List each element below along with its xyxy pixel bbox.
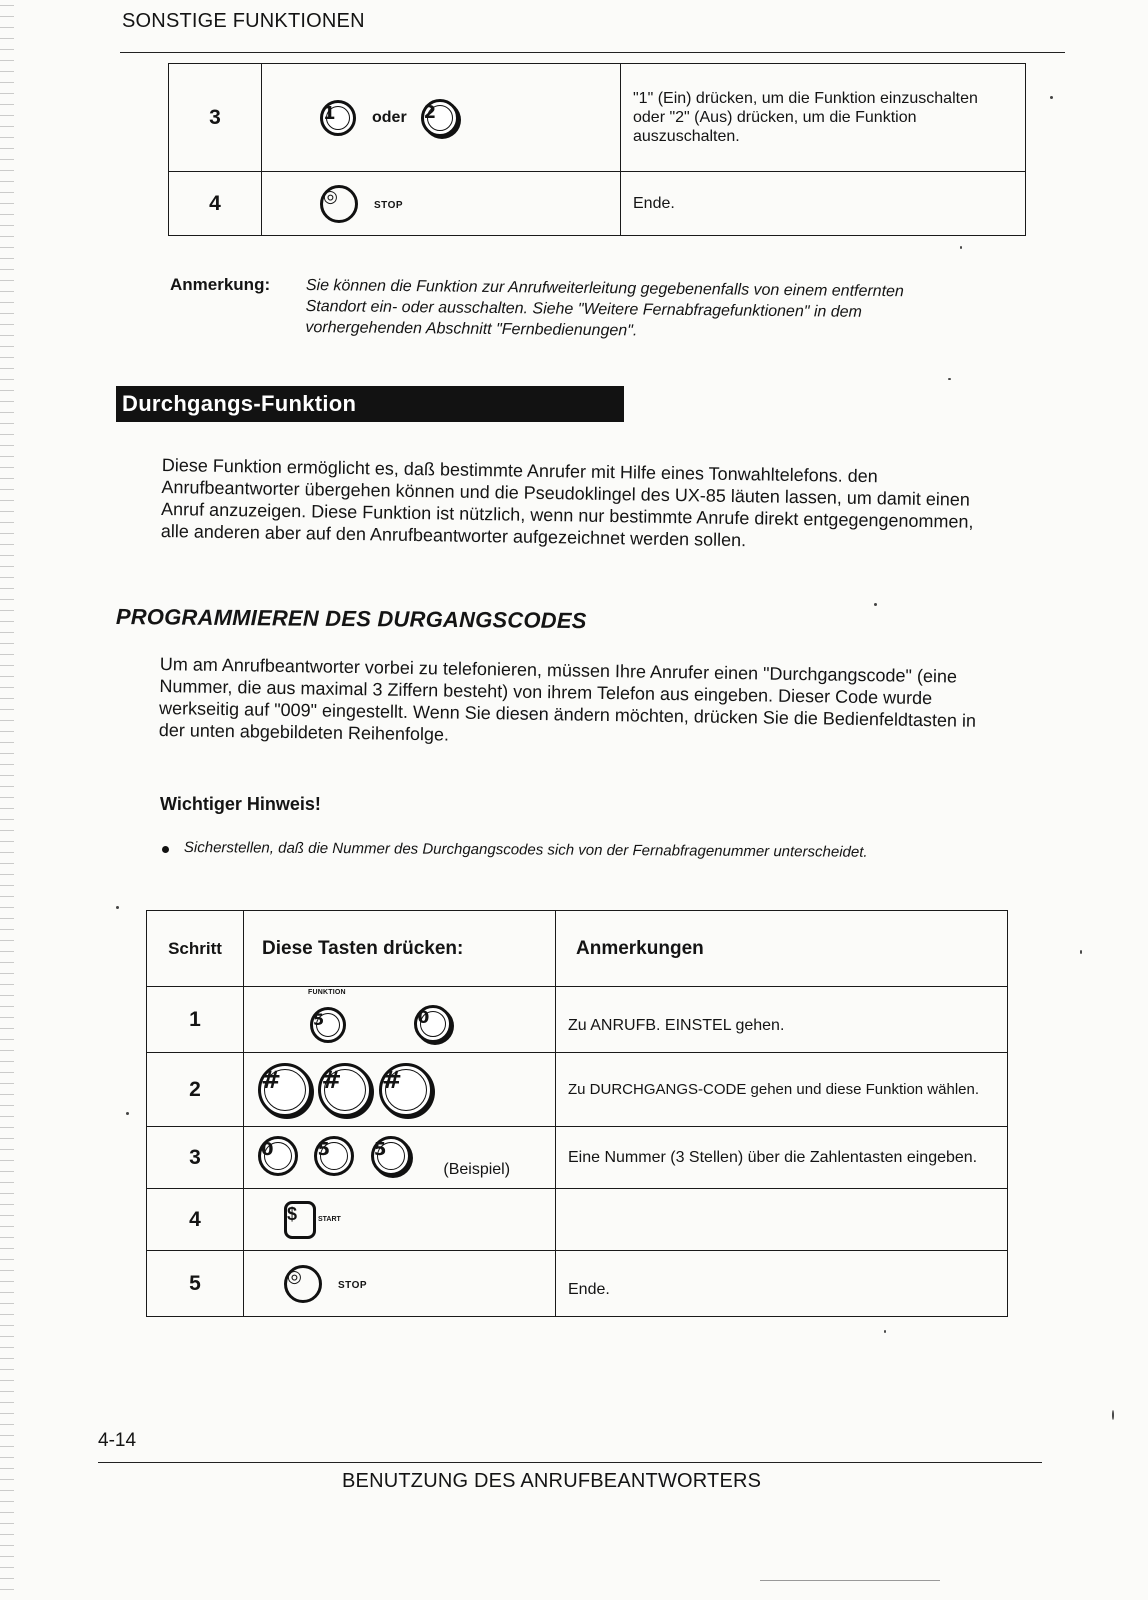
scan-speckle xyxy=(1080,950,1082,954)
step-number: 4 xyxy=(169,172,262,236)
scan-speckle xyxy=(1112,1410,1114,1420)
keys-cell xyxy=(244,1189,556,1251)
subsection-heading: PROGRAMMIEREN DES DURGANGSCODES xyxy=(115,604,587,634)
header-notes: Anmerkungen xyxy=(556,911,1008,987)
funktion-label: FUNKTION xyxy=(308,989,346,996)
hash-key-icon: # xyxy=(258,1063,312,1117)
key-five-icon: 5 xyxy=(310,1007,346,1043)
important-label: Wichtiger Hinweis! xyxy=(160,794,321,814)
start-icon: $ xyxy=(284,1201,316,1239)
footer-rule xyxy=(98,1462,1042,1463)
top-steps-table xyxy=(168,63,1026,236)
scan-speckle xyxy=(116,906,119,909)
key-one-icon: 1 xyxy=(320,100,356,136)
table-row xyxy=(147,987,1008,1053)
scan-speckle xyxy=(126,1112,129,1115)
keys-cell xyxy=(244,1053,556,1127)
note-cell: Zu ANRUFB. EINSTEL gehen. xyxy=(556,987,1008,1053)
keys-cell xyxy=(262,64,621,172)
table-header-row xyxy=(147,911,1008,987)
scan-speckle xyxy=(960,246,962,249)
note-cell: "1" (Ein) drücken, um die Funktion einzuschalten oder "2" (Aus) drücken, um die Funktion auszuschalten. xyxy=(621,64,1026,172)
header-step: Schritt xyxy=(147,911,244,987)
bullet-icon xyxy=(162,846,169,853)
note-cell: Ende. xyxy=(556,1251,1008,1317)
remark-label: Anmerkung: xyxy=(170,275,271,294)
note-cell: Ende. xyxy=(621,172,1026,236)
table-row xyxy=(147,1127,1008,1189)
keys-cell xyxy=(244,987,556,1053)
step-number: 3 xyxy=(169,64,262,172)
keys-cell xyxy=(244,1251,556,1317)
keys-cell xyxy=(262,172,621,236)
oder-text: oder xyxy=(372,108,407,126)
table-row xyxy=(169,172,1026,236)
start-label: START xyxy=(318,1216,341,1223)
note-cell: Zu DURCHGANGS-CODE gehen und diese Funktion wählen. xyxy=(556,1053,1008,1127)
main-steps-table xyxy=(146,910,1008,1317)
scan-speckle xyxy=(874,603,877,606)
key-five-icon: 5 xyxy=(314,1136,354,1176)
bullet-text: Sicherstellen, daß die Nummer des Durchgangscodes sich von der Fernabfragenummer unterscheidet. xyxy=(183,839,868,861)
key-zero-icon: 0 xyxy=(258,1136,298,1176)
key-five-icon: 5 xyxy=(371,1136,411,1176)
key-zero-icon: 0 xyxy=(414,1005,452,1043)
scan-speckle xyxy=(760,1580,940,1581)
step-number: 5 xyxy=(147,1251,244,1317)
subsection-paragraph: Um am Anrufbeantworter vorbei zu telefonieren, müssen Ihre Anrufer einen "Durchgangscode" (eine Nummer, die aus maximal 3 Ziffern besteht) von ihrem Telefon aus eingeben. Dieser Code wurde werkseitig auf "009" eingestellt. Wenn Sie diesen ändern möchten, drücken Sie die Bedienfeldtasten in der unten abgebildeten Reihenfolge. xyxy=(158,653,977,745)
step-number: 4 xyxy=(147,1189,244,1251)
step-number: 1 xyxy=(147,987,244,1053)
table-row xyxy=(147,1251,1008,1317)
hash-key-icon: # xyxy=(318,1063,372,1117)
header-rule xyxy=(120,52,1065,53)
table-row xyxy=(147,1189,1008,1251)
scan-speckle xyxy=(948,378,951,380)
example-label: (Beispiel) xyxy=(443,1161,511,1179)
stop-label: STOP xyxy=(374,199,404,211)
stop-icon: ◎ xyxy=(284,1265,322,1303)
intro-paragraph: Diese Funktion ermöglicht es, daß bestimmte Anrufer mit Hilfe eines Tonwahltelefons. den Anrufbeantworter übergehen können und die Pseudoklingel des UX-85 läuten lassen, um damit einen Anruf anzuzeigen. Diese Funktion ist nützlich, wenn nur bestimmte Anrufe direkt entgegengenommen, alle anderen aber auf den Anrufbeantworter aufgezeichnet werden sollen. xyxy=(160,454,974,551)
note-cell xyxy=(556,1189,1008,1251)
key-two-icon: 2 xyxy=(421,99,459,137)
remark-text: Sie können die Funktion zur Anrufweiterleitung gegebenenfalls von einem entfernten Standort ein- oder ausschalten. Siehe "Weitere Fernabfragefunktionen" in dem vorhergehenden Abschnitt "Fernbedienungen". xyxy=(305,276,904,340)
section-banner: Durchgangs-Funktion xyxy=(116,386,624,422)
hash-key-icon: # xyxy=(379,1063,433,1117)
scan-speckle xyxy=(884,1330,886,1333)
stop-label: STOP xyxy=(338,1279,368,1291)
page-header-title: SONSTIGE FUNKTIONEN xyxy=(122,10,365,32)
note-cell: Eine Nummer (3 Stellen) über die Zahlentasten eingeben. xyxy=(556,1127,1008,1189)
table-row xyxy=(169,64,1026,172)
footer-title: BENUTZUNG DES ANRUFBEANTWORTERS xyxy=(342,1470,762,1492)
stop-icon: ◎ xyxy=(320,185,358,223)
table-row xyxy=(147,1053,1008,1127)
header-keys: Diese Tasten drücken: xyxy=(244,911,556,987)
page-number: 4-14 xyxy=(98,1430,137,1451)
scan-speckle xyxy=(1050,96,1053,99)
step-number: 2 xyxy=(147,1053,244,1127)
scan-left-edge xyxy=(0,0,14,1600)
step-number: 3 xyxy=(147,1127,244,1189)
keys-cell xyxy=(244,1127,556,1189)
